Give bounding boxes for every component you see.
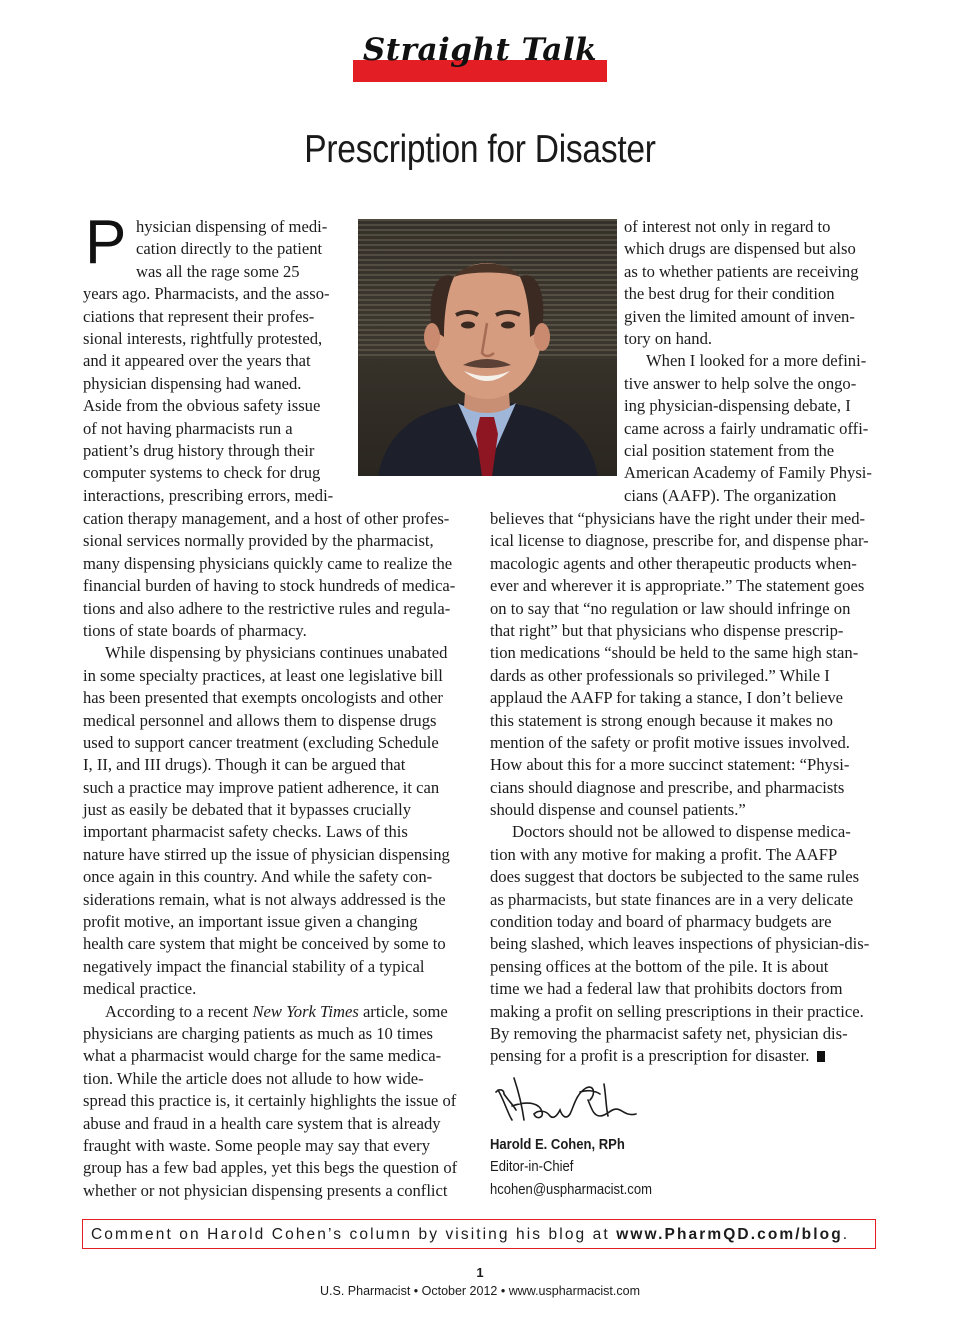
text-line: tions of state boards of pharmacy. [83,620,307,640]
text-line: of not having pharmacists run a [83,418,293,438]
comment-banner [82,1219,876,1249]
text-line: dards as other professionals so privileged.” While I [490,665,830,685]
article-title: Prescription for Disaster [304,128,656,171]
text-line: time we had a federal law that prohibits doctors from [490,979,843,999]
text-line: given the limited amount of inven- [624,306,855,326]
author-role: Editor-in-Chief [490,1159,574,1175]
section-header [353,30,607,82]
text-line: interactions, prescribing errors, medi- [83,485,334,505]
text-line: in some specialty practices, at least one legislative bill [83,665,443,685]
text-line: tion medications “should be held to the same high stan- [490,643,859,663]
text-line: making a profit on selling prescriptions in their practice. [490,1001,864,1021]
text-line: used to support cancer treatment (excluding Schedule [83,732,439,752]
text-line: By removing the pharmacist safety net, physician dis- [490,1023,848,1043]
text-line: as pharmacists, but state finances are in a very delicate [490,889,854,909]
text-line: and it appeared over the years that [83,351,311,371]
text-line: I, II, and III drugs). Though it can be argued that [83,755,406,775]
text-line: that right” but that physicians who dispense prescrip- [490,620,844,640]
text-line: of interest not only in regard to [624,217,831,236]
text-line-final [490,1045,880,1067]
text-line: financial burden of having to stock hundreds of medica- [83,576,456,596]
text-line: cians (AAFP). The organization [624,485,837,505]
text-line: important pharmacist safety checks. Laws of this [83,822,408,842]
text-line: years ago. Pharmacists, and the asso- [83,284,330,304]
text-line: mention of the safety or profit motive issues involved. [490,732,850,752]
text-line: ciations that represent their profes- [83,306,315,326]
text-line: whether or not physician dispensing presents a conflict [83,1180,448,1200]
text-line: health care system that might be conceived by some to [83,934,446,954]
text-line: While dispensing by physicians continues unabated [105,643,448,663]
author-name: Harold E. Cohen, RPh [490,1137,625,1153]
text-line: on to say that “no regulation or law should infringe on [490,598,851,618]
text-line: many dispensing physicians quickly came to realize the [83,553,453,573]
text-line: hysician dispensing of medi- [136,217,328,236]
text-line: pensing offices at the bottom of the pile. It is about [490,956,829,976]
text-line: being slashed, which leaves inspections of physician-dis- [490,934,870,954]
column-right-bottom [490,508,880,1068]
text-line: profit motive, an important issue given a changing [83,912,418,932]
portrait-figure [358,219,617,476]
author-email-link[interactable]: hcohen@uspharmacist.com [490,1182,652,1198]
text-line: which drugs are dispensed but also [624,239,856,259]
text-line: ical license to diagnose, prescribe for, and dispense phar- [490,531,869,551]
text-line: When I looked for a more defini- [646,351,867,371]
text-line: tion with any motive for making a profit. The AAFP [490,844,838,864]
text-line: Doctors should not be allowed to dispense medica- [512,822,851,842]
handwritten-signature [490,1070,640,1130]
text-line: just as easily be debated that it bypasses crucially [83,800,412,820]
column-right-top [624,216,884,507]
footer-publication: U.S. Pharmacist • October 2012 • www.uspharmacist.com [320,1284,640,1298]
comment-text [91,1226,849,1244]
comment-suffix: . [842,1226,850,1243]
column-left-bottom [83,508,473,1202]
text-line: tions and also adhere to the restrictive rules and regula- [83,598,451,618]
author-portrait [358,219,617,476]
text-line: nature have stirred up the issue of physician dispensing [83,844,450,864]
text-line: sional interests, rightfully protested, [83,328,323,348]
text-line: Aside from the obvious safety issue [83,396,321,416]
text-line: the best drug for their condition [624,284,835,304]
blog-link[interactable]: www.PharmQD.com/blog [616,1226,843,1243]
text-line: medical practice. [83,979,197,999]
text-line: macologic agents and other therapeutic products when- [490,553,857,573]
end-mark-icon [817,1051,825,1062]
text-line: negatively impact the financial stability of a typical [83,956,425,976]
text-line: pensing for a profit is a prescription for disaster. [490,1046,810,1066]
text-line: abuse and fraud in a health care system that is already [83,1113,441,1133]
text-line: patient’s drug history through their [83,440,315,460]
text-line: medical personnel and allows them to dispense drugs [83,710,437,730]
text-line: was all the rage some 25 [136,261,300,281]
text-line: applaud the AAFP for taking a stance, I don’t believe [490,688,843,708]
text-line: tion. While the article does not allude to how wide- [83,1068,424,1088]
text-line: cation directly to the patient [136,239,323,259]
text-line: How about this for a more succinct statement: “Physi- [490,755,850,775]
drop-cap: P [85,208,127,277]
text-line: tory on hand. [624,328,713,348]
text-line: American Academy of Family Physi- [624,463,872,483]
text-line: tive answer to help solve the ongo- [624,373,857,393]
text-line: fraught with waste. Some people may say that every [83,1135,430,1155]
text-line: once again in this country. And while the safety con- [83,867,433,887]
text-line: ing physician-dispensing debate, I [624,396,851,416]
text-line: ever and wherever it is appropriate.” The statement goes [490,576,865,596]
text-line: cial position statement from the [624,440,835,460]
text-line: what a pharmacist would charge for the same medica- [83,1046,442,1066]
text-line: such a practice may improve patient adherence, it can [83,777,440,797]
text-line: computer systems to check for drug [83,463,321,483]
text-line: believes that “physicians have the right under their med- [490,509,866,528]
text-line: sional services normally provided by the pharmacist, [83,531,434,551]
text-line: According to a recent New York Times article, some [105,1001,448,1021]
comment-prefix: Comment on Harold Cohen’s column by visiting his blog at [91,1226,617,1243]
text-line: does suggest that doctors be subjected to the same rules [490,867,860,887]
text-line: physicians are charging patients as much as 10 times [83,1023,433,1043]
publication-name: New York Times [252,1001,359,1021]
text-line: group has a few bad apples, yet this begs the question of [83,1158,458,1178]
text-line: has been presented that exempts oncologists and other [83,688,443,708]
text-line: cation therapy management, and a host of other profes- [83,509,450,528]
text-line: this statement is strong enough because it makes no [490,710,833,730]
text-line: as to whether patients are receiving [624,261,859,281]
text-line: should dispense and counsel patients.” [490,800,746,820]
section-title: Straight Talk [362,32,598,68]
column-left-top [83,216,343,507]
text-line: came across a fairly undramatic offi- [624,418,869,438]
text-line: spread this practice is, it certainly highlights the issue of [83,1091,457,1111]
text-line: condition today and board of pharmacy budgets are [490,912,832,932]
text-line: cians should diagnose and prescribe, and pharmacists [490,777,845,797]
page-number: 1 [476,1265,484,1280]
text-line: physician dispensing had waned. [83,373,302,393]
text-line: siderations remain, what is not always addressed is the [83,889,446,909]
